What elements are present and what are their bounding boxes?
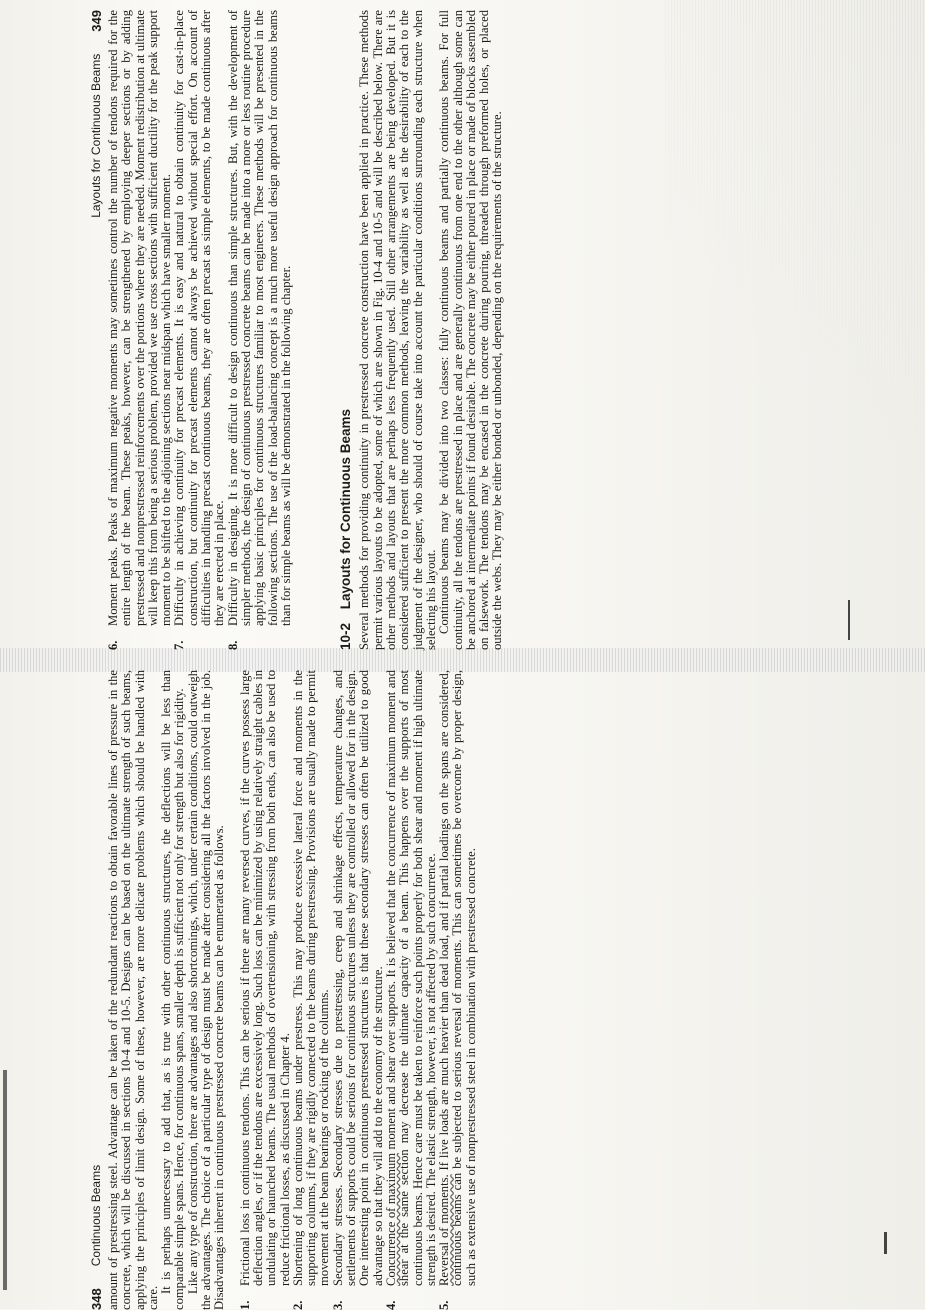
paragraph: Like any type of construction, there are advantages and also shortcomings, which, under certain conditions, could outweigh the advantages. The choice of a particular type of design must be made after considering all the factors involved in the job. Disadvantages inherent in continuous prestressed concrete beams can be enumerated as follows. <box>185 670 227 1310</box>
item-text: Difficulty in achieving continuity for precast elements. It is easy and natural to obtain continuity for cast-in-place construction, but continuity for precast elements cannot always be achieved without special effort. On account of difficulties in handling precast continuous beams, they are often precast as simple elements, to be made continuous after they are erected in place. <box>172 10 227 626</box>
list-item <box>385 670 438 1310</box>
item-number: 4. <box>383 1300 398 1310</box>
page-number: 349 <box>88 10 104 32</box>
scan-shadow <box>665 0 925 520</box>
running-head: Continuous Beams <box>89 1164 103 1267</box>
item-text: Frictional loss in continuous tendons. This can be serious if there are many reversed curves, if the curves possess large deflection angles, or if the tendons are excessively long. Such loss can be minimized by using relatively straight cables in undulating or haunched beams. The usual methods of overtensioning, with stressing from both ends, can also be used to reduce frictional losses, as discussed in Chapter 4. <box>237 670 292 1286</box>
section-title: Layouts for Continuous Beams <box>338 408 354 610</box>
item-number: 8. <box>225 640 240 650</box>
page-header <box>85 670 107 1310</box>
item-text: Secondary stresses. Secondary stresses due to prestressing, creep and shrinkage effects, temperature changes, and settlements of supports could be serious for continuous structures unless they are controlled or allowed for in the design. One interesting point in continuous prestressed structures is that these secondary stresses can often be utilized to good advantage so that they will add to the economy of the structure. <box>330 670 385 1286</box>
list-item <box>107 10 173 650</box>
scan-edge-mark <box>3 1070 7 1290</box>
item-text: moment and shear over supports. It is believed that the concurrence of maximum moment and shear at the same section may decrease the ultimate capacity of a beam. This happens over the supports of most continuous beams. Hence care must be taken to reinforce such points properly for both shear and moment if high ultimate strength is desired. The elastic strength, however, is not affected by such concurrence. <box>383 670 438 1286</box>
paragraph: It is perhaps unnecessary to add that, as is true with other continuous structures, the deflections will be less than comparable simple spans. Hence, for continuous spans, smaller depth is sufficient not only for strength but also for rigidity. <box>159 670 187 1310</box>
item-lead: Reversal of moments. <box>437 1174 452 1286</box>
list-item <box>239 670 292 1310</box>
page-349 <box>85 10 645 650</box>
page-header <box>85 10 107 650</box>
list-item <box>438 670 478 1310</box>
item-number: 3. <box>330 1300 345 1310</box>
disadvantage-list-continued <box>107 10 293 650</box>
list-item <box>173 10 226 650</box>
body-text <box>107 670 478 1310</box>
running-head: Layouts for Continuous Beams <box>89 53 103 218</box>
list-item <box>292 670 332 1310</box>
item-lead: Concurrence of maximum <box>383 1153 398 1286</box>
item-number: 6. <box>106 640 120 650</box>
paragraph: Continuous beams may be divided into two classes: fully continuous beams and partially continuous beams. For full continuity, all the tendons are prestressed in place and are generally continuous from one end to the other although some can be anchored at intermediate points if found desirable. The concrete may be either poured in place or made of blocks assembled on falsework. The tendons may be encased in the concrete during pouring, threaded through preformed holes, or placed outside the webs. They may be either bonded or unbonded, depending on the requirements of the structure. <box>437 10 505 650</box>
book-gutter <box>0 648 925 672</box>
item-number: 1. <box>237 1300 252 1310</box>
list-item <box>227 10 293 650</box>
item-number: 2. <box>290 1300 305 1310</box>
section-heading <box>339 10 352 650</box>
paragraph: amount of prestressing steel. Advantage can be taken of the redundant reactions to obtain favorable lines of pressure in the concrete, which will be discussed in sections 10-4 and 10-5. Designs can be based on the ultimate strength of such beams, applying the principles of limit design. Some of these, however, are more delicate problems which should be handled with care. <box>106 670 160 1310</box>
item-text: Difficulty in designing. It is more difficult to design continuous than simple structures. But, with the development of simpler methods, the design of continuous prestressed concrete beams can be made into a more or less routine procedure applying basic principles for continuous structures familiar to most engineers. These methods will be presented in the following sections. The use of the load-balancing concept is a much more useful design approach for continuous beams than for simple beams as will be demonstrated in the following chapter. <box>225 10 293 626</box>
disadvantage-list <box>239 670 478 1310</box>
item-text: Moment peaks. Peaks of maximum negative moments may sometimes control the number of tendons required for the entire length of the beam. These peaks, however, can be strengthened by employing deeper sections or by adding prestressed and nonprestressed reinforcements over the portions where they are needed. Moment redistribution at ultimate will keep this from being a serious problem, provided we use cross sections with sufficient ductility for the peak support moment to be shifted to the adjoining sections near midspan which have smaller moment. <box>106 10 174 626</box>
list-item <box>332 670 385 1310</box>
scan-speck <box>884 1232 887 1254</box>
body-text <box>107 10 505 650</box>
paragraph: Several methods for providing continuity in prestressed concrete construction have been applied in practice. These methods permit various layouts to be adopted, some of which are shown in Fig. 10-4 and 10-5 and will be described below. There are other methods and layouts that are perhaps less frequently used. Still other arrangements are being developed. But it is considered sufficient to present the more common methods, leaving the variability as well as the desirability of each to the judgment of the designer, who should of course take into account the particular conditions surrounding each structure when selecting his layout. <box>357 10 438 650</box>
page-348 <box>85 670 645 1310</box>
item-text: Shortening of long continuous beams under prestress. This may produce excessive lateral force and moments in the supporting columns, if they are rigidly connected to the beams during prestressing. Provisions are usually made to permit movement at the beam bearings or rocking of the columns. <box>290 670 332 1286</box>
item-text: If live loads are much heavier than dead load, and if partial loadings on the spans are considered, continuous beams can be subjected to serious reversal of moments. This can sometimes be overcome by proper design, such as extensive use of nonprestressed steel in combination with prestressed concrete. <box>437 670 478 1286</box>
section-number: 10-2 <box>338 622 354 650</box>
page-number: 348 <box>88 1288 104 1310</box>
item-number: 7. <box>172 640 187 650</box>
scan-speck <box>848 600 850 640</box>
item-number: 5. <box>437 1300 452 1310</box>
